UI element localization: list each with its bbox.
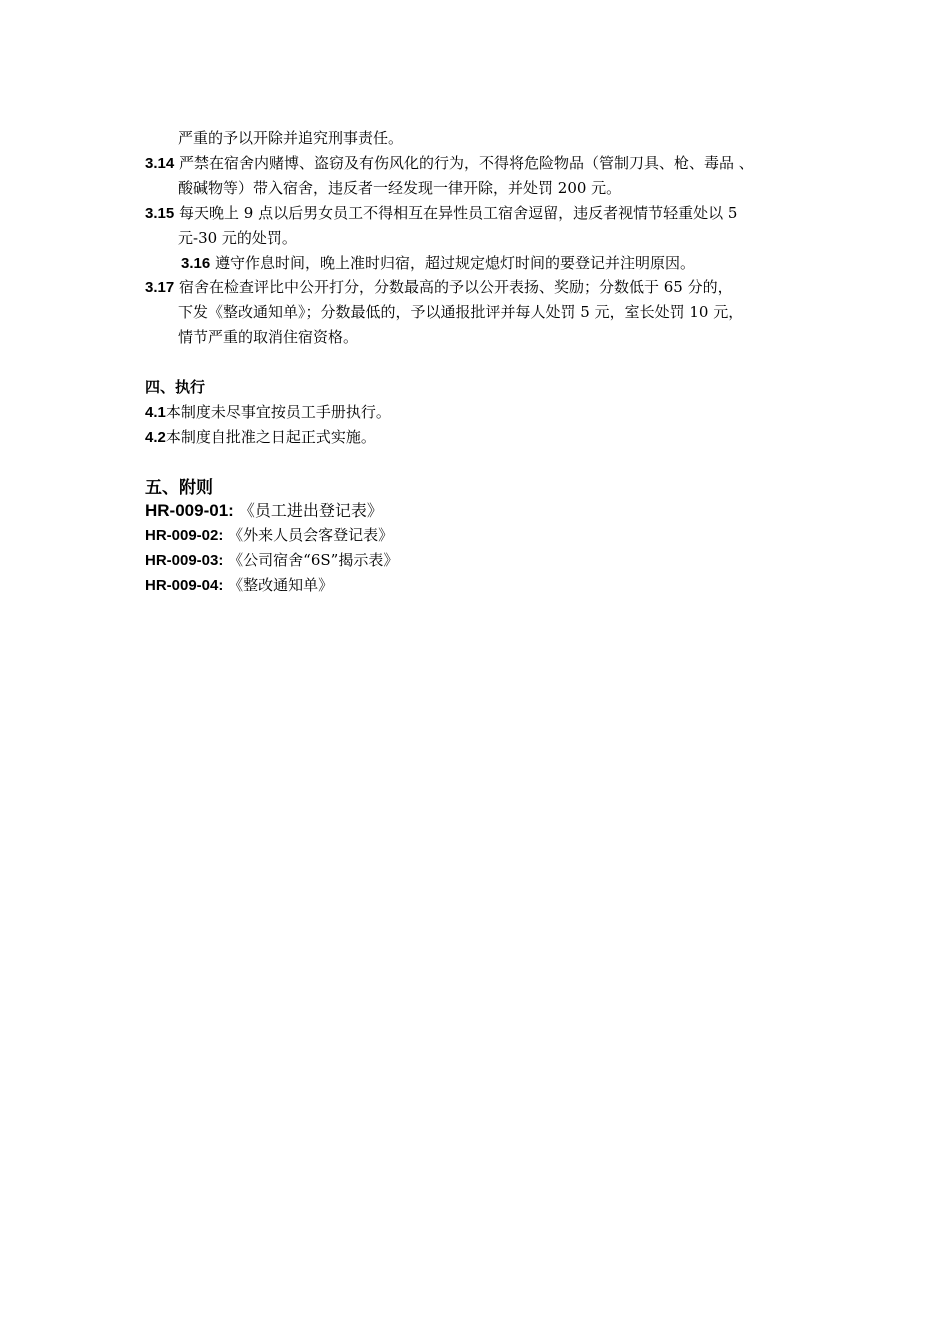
form-code: HR-009-02: xyxy=(145,527,224,544)
rule-number: 3.15 xyxy=(145,205,175,222)
rule-3-15 xyxy=(145,203,737,224)
rule-3-15-line2: 元-30 元的处罚。 xyxy=(178,229,297,247)
rule-3-17-line2: 下发《整改通知单》；分数最低的，予以通报批评并每人处罚 5 元，室长处罚 10 元， xyxy=(178,303,744,321)
appendix-item-1 xyxy=(145,500,383,522)
form-title: 《公司宿舍“6S”揭示表》 xyxy=(228,551,399,569)
rule-text: 宿舍在检查评比中公开打分，分数最高的予以公开表扬、奖励；分数低于 65 分的， xyxy=(178,278,733,296)
item-number: 4.2 xyxy=(145,429,166,446)
rule-number: 3.14 xyxy=(145,155,175,172)
appendix-item-2 xyxy=(145,525,393,546)
appendix-item-3 xyxy=(145,550,398,571)
section-4-item-2 xyxy=(145,427,376,448)
section-4-item-1 xyxy=(145,402,391,423)
form-title: 《外来人员会客登记表》 xyxy=(228,526,394,544)
form-code: HR-009-03: xyxy=(145,552,224,569)
item-text: 本制度未尽事宜按员工手册执行。 xyxy=(165,403,391,421)
rule-text: 每天晚上 9 点以后男女员工不得相互在异性员工宿舍逗留，违反者视情节轻重处以 5 xyxy=(178,204,738,222)
rule-3-17-line3: 情节严重的取消住宿资格。 xyxy=(178,328,359,346)
rule-number: 3.17 xyxy=(145,279,175,296)
form-code: HR-009-04: xyxy=(145,577,224,594)
rule-text: 严禁在宿舍内赌博、盗窃及有伤风化的行为，不得将危险物品（管制刀具、枪、毒品 、 xyxy=(178,154,754,172)
form-title: 《整改通知单》 xyxy=(228,576,334,594)
item-number: 4.1 xyxy=(145,404,166,421)
appendix-item-4 xyxy=(145,575,333,596)
rule-number: 3.16 xyxy=(181,255,211,272)
item-text: 本制度自批准之日起正式实施。 xyxy=(165,428,376,446)
rule-3-14 xyxy=(145,153,754,174)
rule-3-17 xyxy=(145,277,733,298)
rule-text: 遵守作息时间，晚上准时归宿，超过规定熄灯时间的要登记并注明原因。 xyxy=(214,254,695,272)
form-title: 《员工进出登记表》 xyxy=(238,501,383,520)
form-code: HR-009-01: xyxy=(145,501,234,520)
rule-3-13-continuation: 严重的予以开除并追究刑事责任。 xyxy=(178,129,404,147)
section-4-heading: 四、执行 xyxy=(145,378,206,396)
section-5-heading: 五、附则 xyxy=(145,478,213,498)
rule-3-16 xyxy=(181,253,695,274)
rule-3-14-line2: 酸碱物等）带入宿舍，违反者一经发现一律开除，并处罚 200 元。 xyxy=(178,179,622,197)
